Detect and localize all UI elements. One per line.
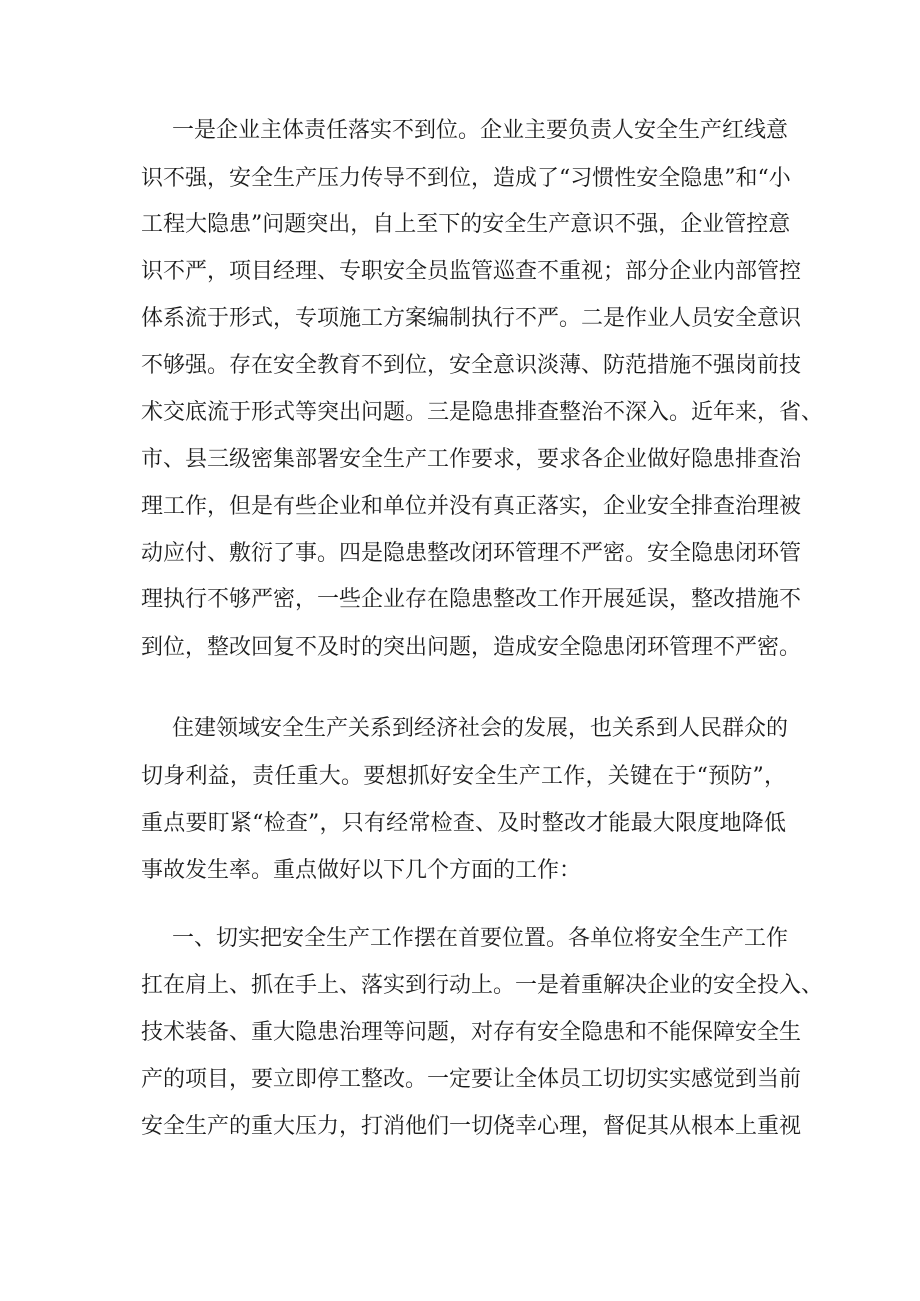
paragraph-line: 产的项目，要立即停工整改。一定要让全体员工切切实实感觉到当前 — [141, 1067, 802, 1092]
paragraph-line: 不够强。存在安全教育不到位，安全意识淡薄、防范措施不强岗前技 — [141, 353, 802, 378]
paragraph-line: 技术装备、重大隐患治理等问题，对存有安全隐患和不能保障安全生 — [141, 1020, 802, 1045]
paragraph-line: 切身利益，责任重大。要想抓好安全生产工作，关键在于“预防”， — [141, 764, 786, 789]
paragraph-line: 动应付、敷衍了事。四是隐患整改闭环管理不严密。安全隐患闭环管 — [141, 541, 802, 566]
paragraph-line: 识不严，项目经理、专职安全员监管巡查不重视；部分企业内部管控 — [141, 259, 802, 284]
paragraph-line: 术交底流于形式等突出问题。三是隐患排查整治不深入。近年来，省、 — [141, 400, 824, 425]
paragraph-line: 一、切实把安全生产工作摆在首要位置。各单位将安全生产工作 — [172, 926, 789, 951]
paragraph-line: 体系流于形式，专项施工方案编制执行不严。二是作业人员安全意识 — [141, 306, 802, 331]
paragraph-line: 一是企业主体责任落实不到位。企业主要负责人安全生产红线意 — [172, 118, 789, 143]
paragraph-line: 到位，整改回复不及时的突出问题，造成安全隐患闭环管理不严密。 — [141, 635, 802, 660]
paragraph-line: 理工作，但是有些企业和单位并没有真正落实，企业安全排查治理被 — [141, 494, 802, 519]
paragraph-line: 事故发生率。重点做好以下几个方面的工作： — [141, 858, 582, 883]
paragraph-line: 住建领域安全生产关系到经济社会的发展，也关系到人民群众的 — [172, 716, 789, 741]
paragraph-line: 市、县三级密集部署安全生产工作要求，要求各企业做好隐患排查治 — [141, 447, 802, 472]
paragraph-line: 理执行不够严密，一些企业存在隐患整改工作开展延误，整改措施不 — [141, 587, 802, 612]
paragraph-line: 安全生产的重大压力，打消他们一切侥幸心理，督促其从根本上重视 — [141, 1114, 802, 1139]
paragraph-line: 重点要盯紧“检查”，只有经常检查、及时整改才能最大限度地降低 — [141, 811, 786, 836]
paragraph-line: 工程大隐患”问题突出，自上至下的安全生产意识不强，企业管控意 — [141, 212, 791, 237]
paragraph-line: 识不强，安全生产压力传导不到位，造成了“习惯性安全隐患”和“小 — [141, 166, 791, 191]
paragraph-line: 扛在肩上、抓在手上、落实到行动上。一是着重解决企业的安全投入、 — [141, 973, 824, 998]
